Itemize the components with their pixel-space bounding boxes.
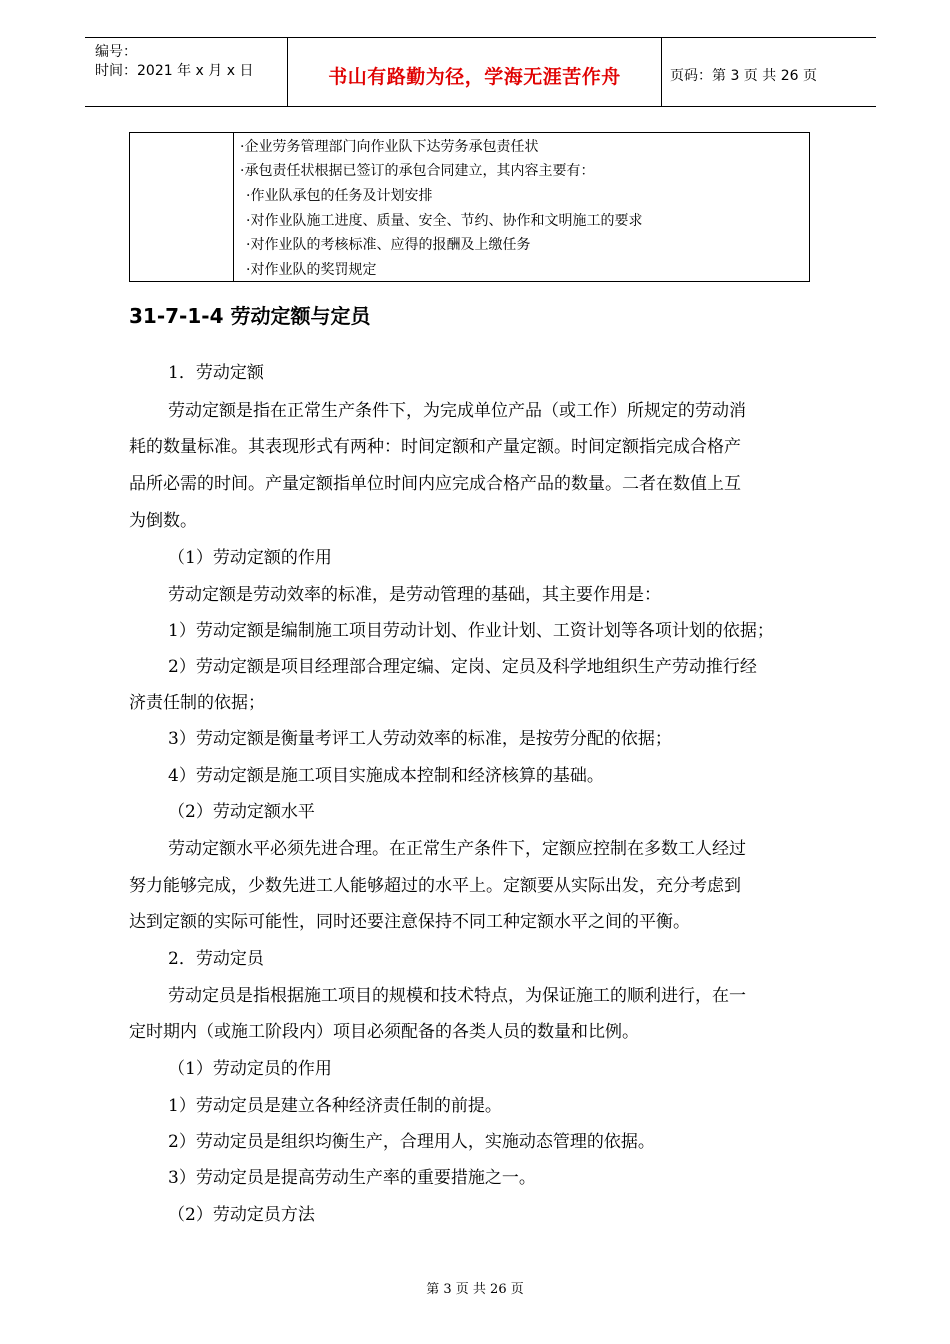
- header-meta-cell: [85, 38, 287, 106]
- document-code-label: 编号：: [95, 44, 137, 60]
- list-item: 1）劳动定员是建立各种经济责任制的前提。: [168, 1096, 502, 1116]
- list-item: 2）劳动定额是项目经理部合理定编、定岗、定员及科学地组织生产劳动推行经: [168, 657, 757, 677]
- header-page-cell: [661, 38, 876, 106]
- paragraph-line: 定时期内（或施工阶段内）项目必须配备的各类人员的数量和比例。: [129, 1022, 639, 1042]
- table-left-cell: [130, 133, 234, 281]
- paragraph-line: 为倒数。: [129, 511, 197, 531]
- list-item-continuation: 济责任制的依据；: [129, 693, 265, 713]
- section-heading: 31-7-1-4 劳动定额与定员: [129, 304, 371, 328]
- paragraph-line: 品所必需的时间。产量定额指单位时间内应完成合格产品的数量。二者在数值上互: [129, 474, 741, 494]
- paragraph-line: 耗的数量标准。其表现形式有两种：时间定额和产量定额。时间定额指完成合格产: [129, 437, 741, 457]
- list-item: 3）劳动定额是衡量考评工人劳动效率的标准，是按劳分配的依据；: [168, 729, 672, 749]
- paragraph-line: 劳动定额是指在正常生产条件下，为完成单位产品（或工作）所规定的劳动消: [168, 401, 746, 421]
- table-line: ·对作业队的考核标准、应得的报酬及上缴任务: [246, 237, 531, 253]
- subheading-labor-quota: 1．劳动定额: [168, 363, 264, 383]
- table-line: ·对作业队的奖罚规定: [246, 262, 377, 278]
- list-item: 1）劳动定额是编制施工项目劳动计划、作业计划、工资计划等各项计划的依据；: [168, 621, 774, 641]
- paragraph-line: 达到定额的实际可能性，同时还要注意保持不同工种定额水平之间的平衡。: [129, 912, 690, 932]
- document-header: [85, 37, 876, 107]
- list-item: 3）劳动定员是提高劳动生产率的重要措施之一。: [168, 1168, 536, 1188]
- paragraph-line: 劳动定额水平必须先进合理。在正常生产条件下，定额应控制在多数工人经过: [168, 839, 746, 859]
- paragraph-line: 劳动定员是指根据施工项目的规模和技术特点，为保证施工的顺利进行，在一: [168, 986, 746, 1006]
- page-footer: 第 3 页 共 26 页: [426, 1282, 524, 1297]
- subheading-quota-role: （1）劳动定额的作用: [168, 548, 332, 568]
- paragraph-line: 劳动定额是劳动效率的标准，是劳动管理的基础，其主要作用是：: [168, 585, 661, 605]
- subheading-staffing-role: （1）劳动定员的作用: [168, 1059, 332, 1079]
- header-motto: 书山有路勤为径，学海无涯苦作舟: [328, 66, 621, 88]
- table-line: ·作业队承包的任务及计划安排: [246, 188, 433, 204]
- table-line: ·对作业队施工进度、质量、安全、节约、协作和文明施工的要求: [246, 213, 643, 229]
- paragraph-line: 努力能够完成，少数先进工人能够超过的水平上。定额要从实际出发，充分考虑到: [129, 876, 741, 896]
- content-table: [129, 132, 810, 282]
- table-line: ·承包责任状根据已签订的承包合同建立，其内容主要有：: [240, 163, 595, 179]
- list-item: 2）劳动定员是组织均衡生产，合理用人，实施动态管理的依据。: [168, 1132, 655, 1152]
- header-page-info: 页码：第 3 页 共 26 页: [670, 68, 817, 84]
- subheading-staffing-method: （2）劳动定员方法: [168, 1205, 315, 1225]
- subheading-quota-level: （2）劳动定额水平: [168, 802, 315, 822]
- document-time-label: 时间：2021 年 x 月 x 日: [95, 63, 254, 79]
- list-item: 4）劳动定额是施工项目实施成本控制和经济核算的基础。: [168, 766, 604, 786]
- subheading-staffing: 2．劳动定员: [168, 949, 264, 969]
- table-line: ·企业劳务管理部门向作业队下达劳务承包责任状: [240, 139, 539, 155]
- header-motto-cell: [287, 38, 662, 106]
